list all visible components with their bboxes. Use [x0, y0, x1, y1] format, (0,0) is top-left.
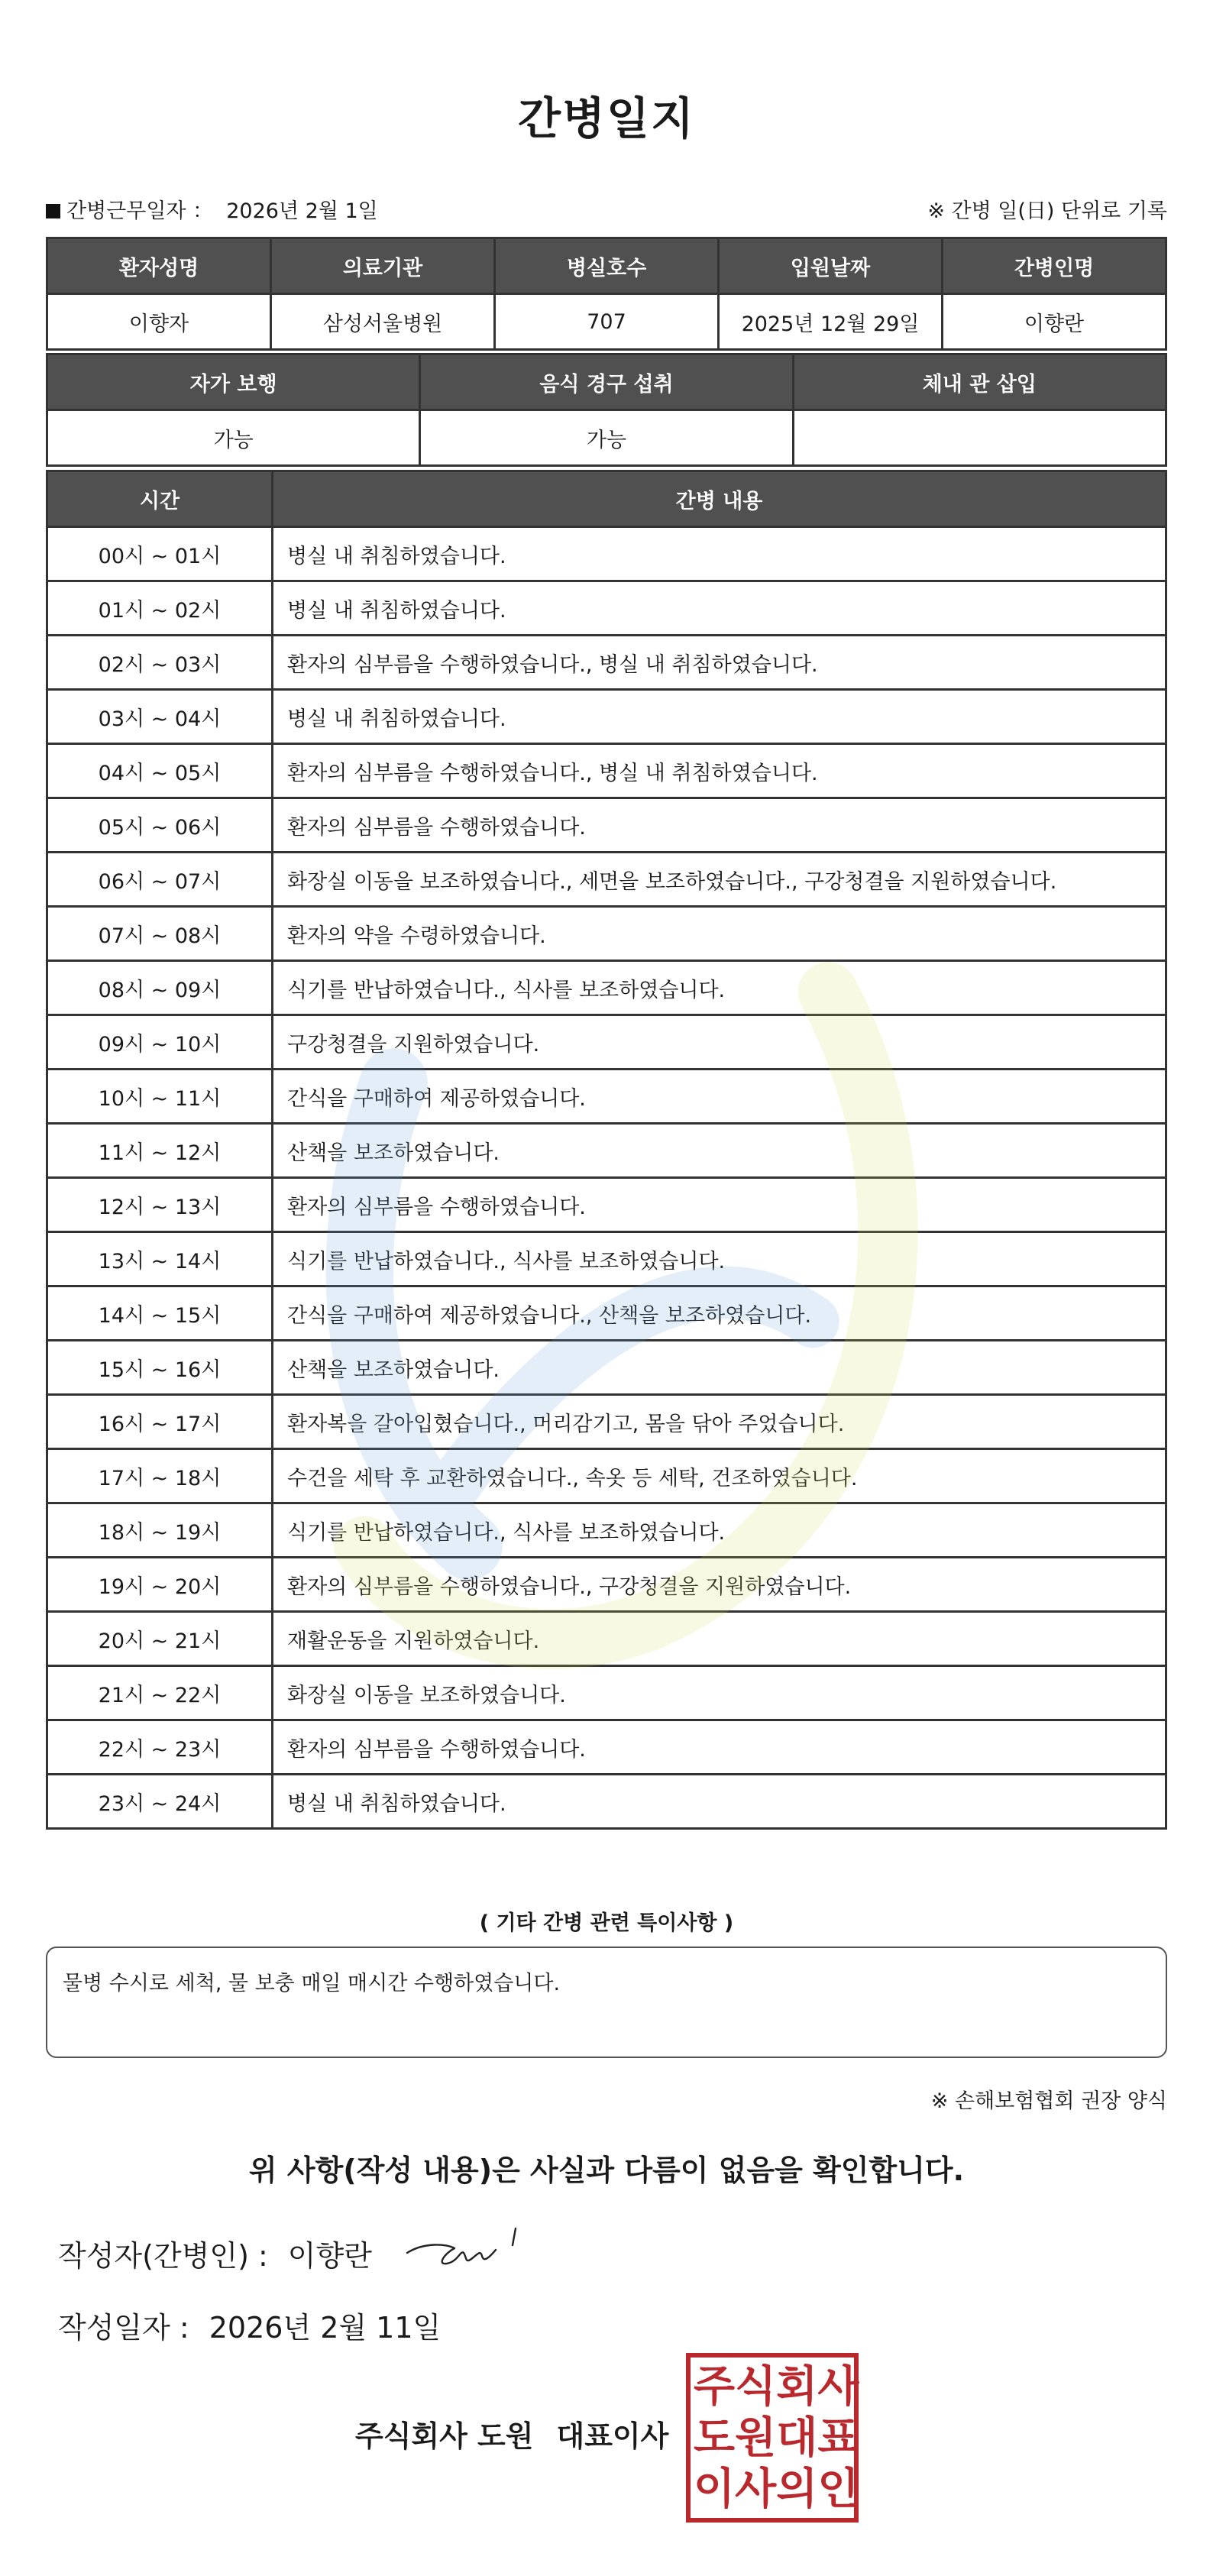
care-log-header-row	[47, 471, 1166, 527]
seal-char: 인	[817, 2464, 859, 2515]
patient-info-value-row	[47, 294, 1166, 350]
work-date-value: 2026년 2월 1일	[226, 199, 378, 223]
care-log-content: 병실 내 취침하였습니다.	[273, 527, 1166, 581]
header-room: 병실호수	[495, 238, 719, 294]
care-log-time: 14시 ~ 15시	[47, 1286, 273, 1341]
care-log-content: 식기를 반납하였습니다., 식사를 보조하였습니다.	[273, 1503, 1166, 1558]
care-log-time: 07시 ~ 08시	[47, 907, 273, 961]
care-log-row	[47, 1286, 1166, 1341]
care-log-time: 17시 ~ 18시	[47, 1449, 273, 1503]
patient-name: 이향자	[47, 294, 271, 350]
care-log-content: 간식을 구매하여 제공하였습니다., 산책을 보조하였습니다.	[273, 1286, 1166, 1341]
patient-info-table	[46, 237, 1167, 351]
care-log-content: 산책을 보조하였습니다.	[273, 1341, 1166, 1395]
care-log-table	[46, 470, 1167, 1830]
care-log-time: 21시 ~ 22시	[47, 1666, 273, 1720]
seal-char: 원	[735, 2412, 777, 2463]
header-time: 시간	[47, 471, 273, 527]
recommendation-note: ※ 손해보험협회 권장 양식	[930, 2089, 1167, 2113]
care-log-content: 환자의 심부름을 수행하였습니다.	[273, 1720, 1166, 1775]
notes-box	[46, 1947, 1167, 2058]
header-patient-name: 환자성명	[47, 238, 271, 294]
care-log-row	[47, 1395, 1166, 1449]
care-log-row	[47, 744, 1166, 798]
care-log-content: 환자의 심부름을 수행하였습니다., 구강청결을 지원하였습니다.	[273, 1558, 1166, 1612]
care-log-time: 06시 ~ 07시	[47, 853, 273, 907]
care-log-content: 환자의 심부름을 수행하였습니다., 병실 내 취침하였습니다.	[273, 636, 1166, 690]
care-log-row	[47, 1178, 1166, 1232]
care-log-content: 식기를 반납하였습니다., 식사를 보조하였습니다.	[273, 1232, 1166, 1286]
oral-intake-value: 가능	[420, 410, 793, 466]
care-log-time: 10시 ~ 11시	[47, 1070, 273, 1124]
self-walking-value: 가능	[47, 410, 420, 466]
care-log-time: 23시 ~ 24시	[47, 1775, 273, 1829]
ability-value-row	[47, 410, 1166, 466]
care-log-content: 병실 내 취침하였습니다.	[273, 581, 1166, 636]
care-log-row	[47, 690, 1166, 744]
notes-content: 물병 수시로 세척, 물 보충 매일 매시간 수행하였습니다.	[63, 1972, 561, 1995]
written-date-line	[58, 2304, 441, 2346]
care-log-row	[47, 1612, 1166, 1666]
confirmation-statement: 위 사항(작성 내용)은 사실과 다름이 없음을 확인합니다.	[248, 2154, 965, 2187]
care-log-row	[47, 1558, 1166, 1612]
care-log-time: 15시 ~ 16시	[47, 1341, 273, 1395]
company-seal-icon	[686, 2353, 859, 2523]
care-log-time: 16시 ~ 17시	[47, 1395, 273, 1449]
header-oral-intake: 음식 경구 섭취	[420, 354, 793, 410]
care-log-time: 03시 ~ 04시	[47, 690, 273, 744]
care-log-time: 12시 ~ 13시	[47, 1178, 273, 1232]
care-log-time: 18시 ~ 19시	[47, 1503, 273, 1558]
care-log-content: 재활운동을 지원하였습니다.	[273, 1612, 1166, 1666]
care-log-content: 병실 내 취침하였습니다.	[273, 1775, 1166, 1829]
care-log-time: 11시 ~ 12시	[47, 1124, 273, 1178]
seal-char: 표	[817, 2412, 859, 2463]
seal-char: 이	[694, 2464, 736, 2515]
header-hospital: 의료기관	[271, 238, 495, 294]
care-log-row	[47, 1341, 1166, 1395]
written-date-label: 작성일자 :	[58, 2311, 189, 2345]
notes-title: ( 기타 간병 관련 특이사항 )	[479, 1911, 734, 1935]
care-log-row	[47, 1070, 1166, 1124]
author-line	[58, 2232, 372, 2274]
caregiver-name: 이향란	[943, 294, 1166, 350]
header-self-walking: 자가 보행	[47, 354, 420, 410]
care-log-time: 19시 ~ 20시	[47, 1558, 273, 1612]
company-line	[355, 2413, 668, 2455]
patient-info-header-row	[47, 238, 1166, 294]
care-log-row	[47, 798, 1166, 853]
company-name: 주식회사 도원	[355, 2419, 534, 2453]
seal-char: 대	[776, 2412, 818, 2463]
signature-icon	[401, 2219, 539, 2280]
record-unit-note: ※ 간병 일(日) 단위로 기록	[927, 199, 1167, 223]
hospital-name: 삼성서울병원	[271, 294, 495, 350]
care-log-row	[47, 853, 1166, 907]
work-date	[46, 194, 378, 224]
care-log-content: 병실 내 취침하였습니다.	[273, 690, 1166, 744]
seal-char: 식	[735, 2361, 777, 2412]
care-log-row	[47, 1503, 1166, 1558]
care-log-row	[47, 1015, 1166, 1070]
care-log-time: 22시 ~ 23시	[47, 1720, 273, 1775]
care-log-content: 환자의 심부름을 수행하였습니다.	[273, 1178, 1166, 1232]
care-log-content: 환자의 심부름을 수행하였습니다.	[273, 798, 1166, 853]
header-tube-insertion: 체내 관 삽입	[793, 354, 1166, 410]
header-caregiver-name: 간병인명	[943, 238, 1166, 294]
care-log-content: 수건을 세탁 후 교환하였습니다., 속옷 등 세탁, 건조하였습니다.	[273, 1449, 1166, 1503]
seal-char: 사	[817, 2361, 859, 2412]
seal-char: 회	[776, 2361, 818, 2412]
work-date-label: 간병근무일자 ：	[66, 199, 214, 223]
care-log-row	[47, 1720, 1166, 1775]
admission-date: 2025년 12월 29일	[719, 294, 943, 350]
care-log-row	[47, 1124, 1166, 1178]
care-log-time: 02시 ~ 03시	[47, 636, 273, 690]
care-log-time: 00시 ~ 01시	[47, 527, 273, 581]
care-log-time: 04시 ~ 05시	[47, 744, 273, 798]
square-bullet-icon	[46, 204, 60, 218]
care-log-row	[47, 1449, 1166, 1503]
care-log-content: 환자복을 갈아입혔습니다., 머리감기고, 몸을 닦아 주었습니다.	[273, 1395, 1166, 1449]
ability-header-row	[47, 354, 1166, 410]
seal-char: 의	[776, 2464, 818, 2515]
care-log-row	[47, 1775, 1166, 1829]
seal-char: 주	[694, 2361, 736, 2412]
care-log-content: 산책을 보조하였습니다.	[273, 1124, 1166, 1178]
care-log-row	[47, 527, 1166, 581]
care-log-row	[47, 961, 1166, 1015]
room-number: 707	[495, 294, 719, 350]
care-log-content: 화장실 이동을 보조하였습니다.	[273, 1666, 1166, 1720]
seal-char: 도	[694, 2412, 736, 2463]
header-admission-date: 입원날짜	[719, 238, 943, 294]
care-log-time: 01시 ~ 02시	[47, 581, 273, 636]
patient-ability-table	[46, 353, 1167, 467]
author-name: 이향란	[287, 2239, 372, 2273]
seal-char: 사	[735, 2464, 777, 2515]
care-log-time: 20시 ~ 21시	[47, 1612, 273, 1666]
care-log-time: 09시 ~ 10시	[47, 1015, 273, 1070]
care-log-time: 05시 ~ 06시	[47, 798, 273, 853]
care-log-content: 화장실 이동을 보조하였습니다., 세면을 보조하였습니다., 구강청결을 지원하였습니다.	[273, 853, 1166, 907]
care-log-rows	[47, 527, 1166, 1829]
care-log-time: 13시 ~ 14시	[47, 1232, 273, 1286]
representative-title: 대표이사	[556, 2419, 669, 2453]
tube-insertion-value	[793, 410, 1166, 466]
care-log-content: 식기를 반납하였습니다., 식사를 보조하였습니다.	[273, 961, 1166, 1015]
care-log-time: 08시 ~ 09시	[47, 961, 273, 1015]
care-log-content: 구강청결을 지원하였습니다.	[273, 1015, 1166, 1070]
page-title: 간병일지	[517, 92, 696, 144]
care-log-content: 간식을 구매하여 제공하였습니다.	[273, 1070, 1166, 1124]
header-care-content: 간병 내용	[273, 471, 1166, 527]
care-log-row	[47, 907, 1166, 961]
care-log-row	[47, 1232, 1166, 1286]
care-log-row	[47, 1666, 1166, 1720]
care-log-content: 환자의 약을 수령하였습니다.	[273, 907, 1166, 961]
written-date-value: 2026년 2월 11일	[209, 2311, 442, 2345]
care-log-row	[47, 581, 1166, 636]
care-log-row	[47, 636, 1166, 690]
care-log-content: 환자의 심부름을 수행하였습니다., 병실 내 취침하였습니다.	[273, 744, 1166, 798]
author-label: 작성자(간병인) :	[58, 2239, 268, 2273]
